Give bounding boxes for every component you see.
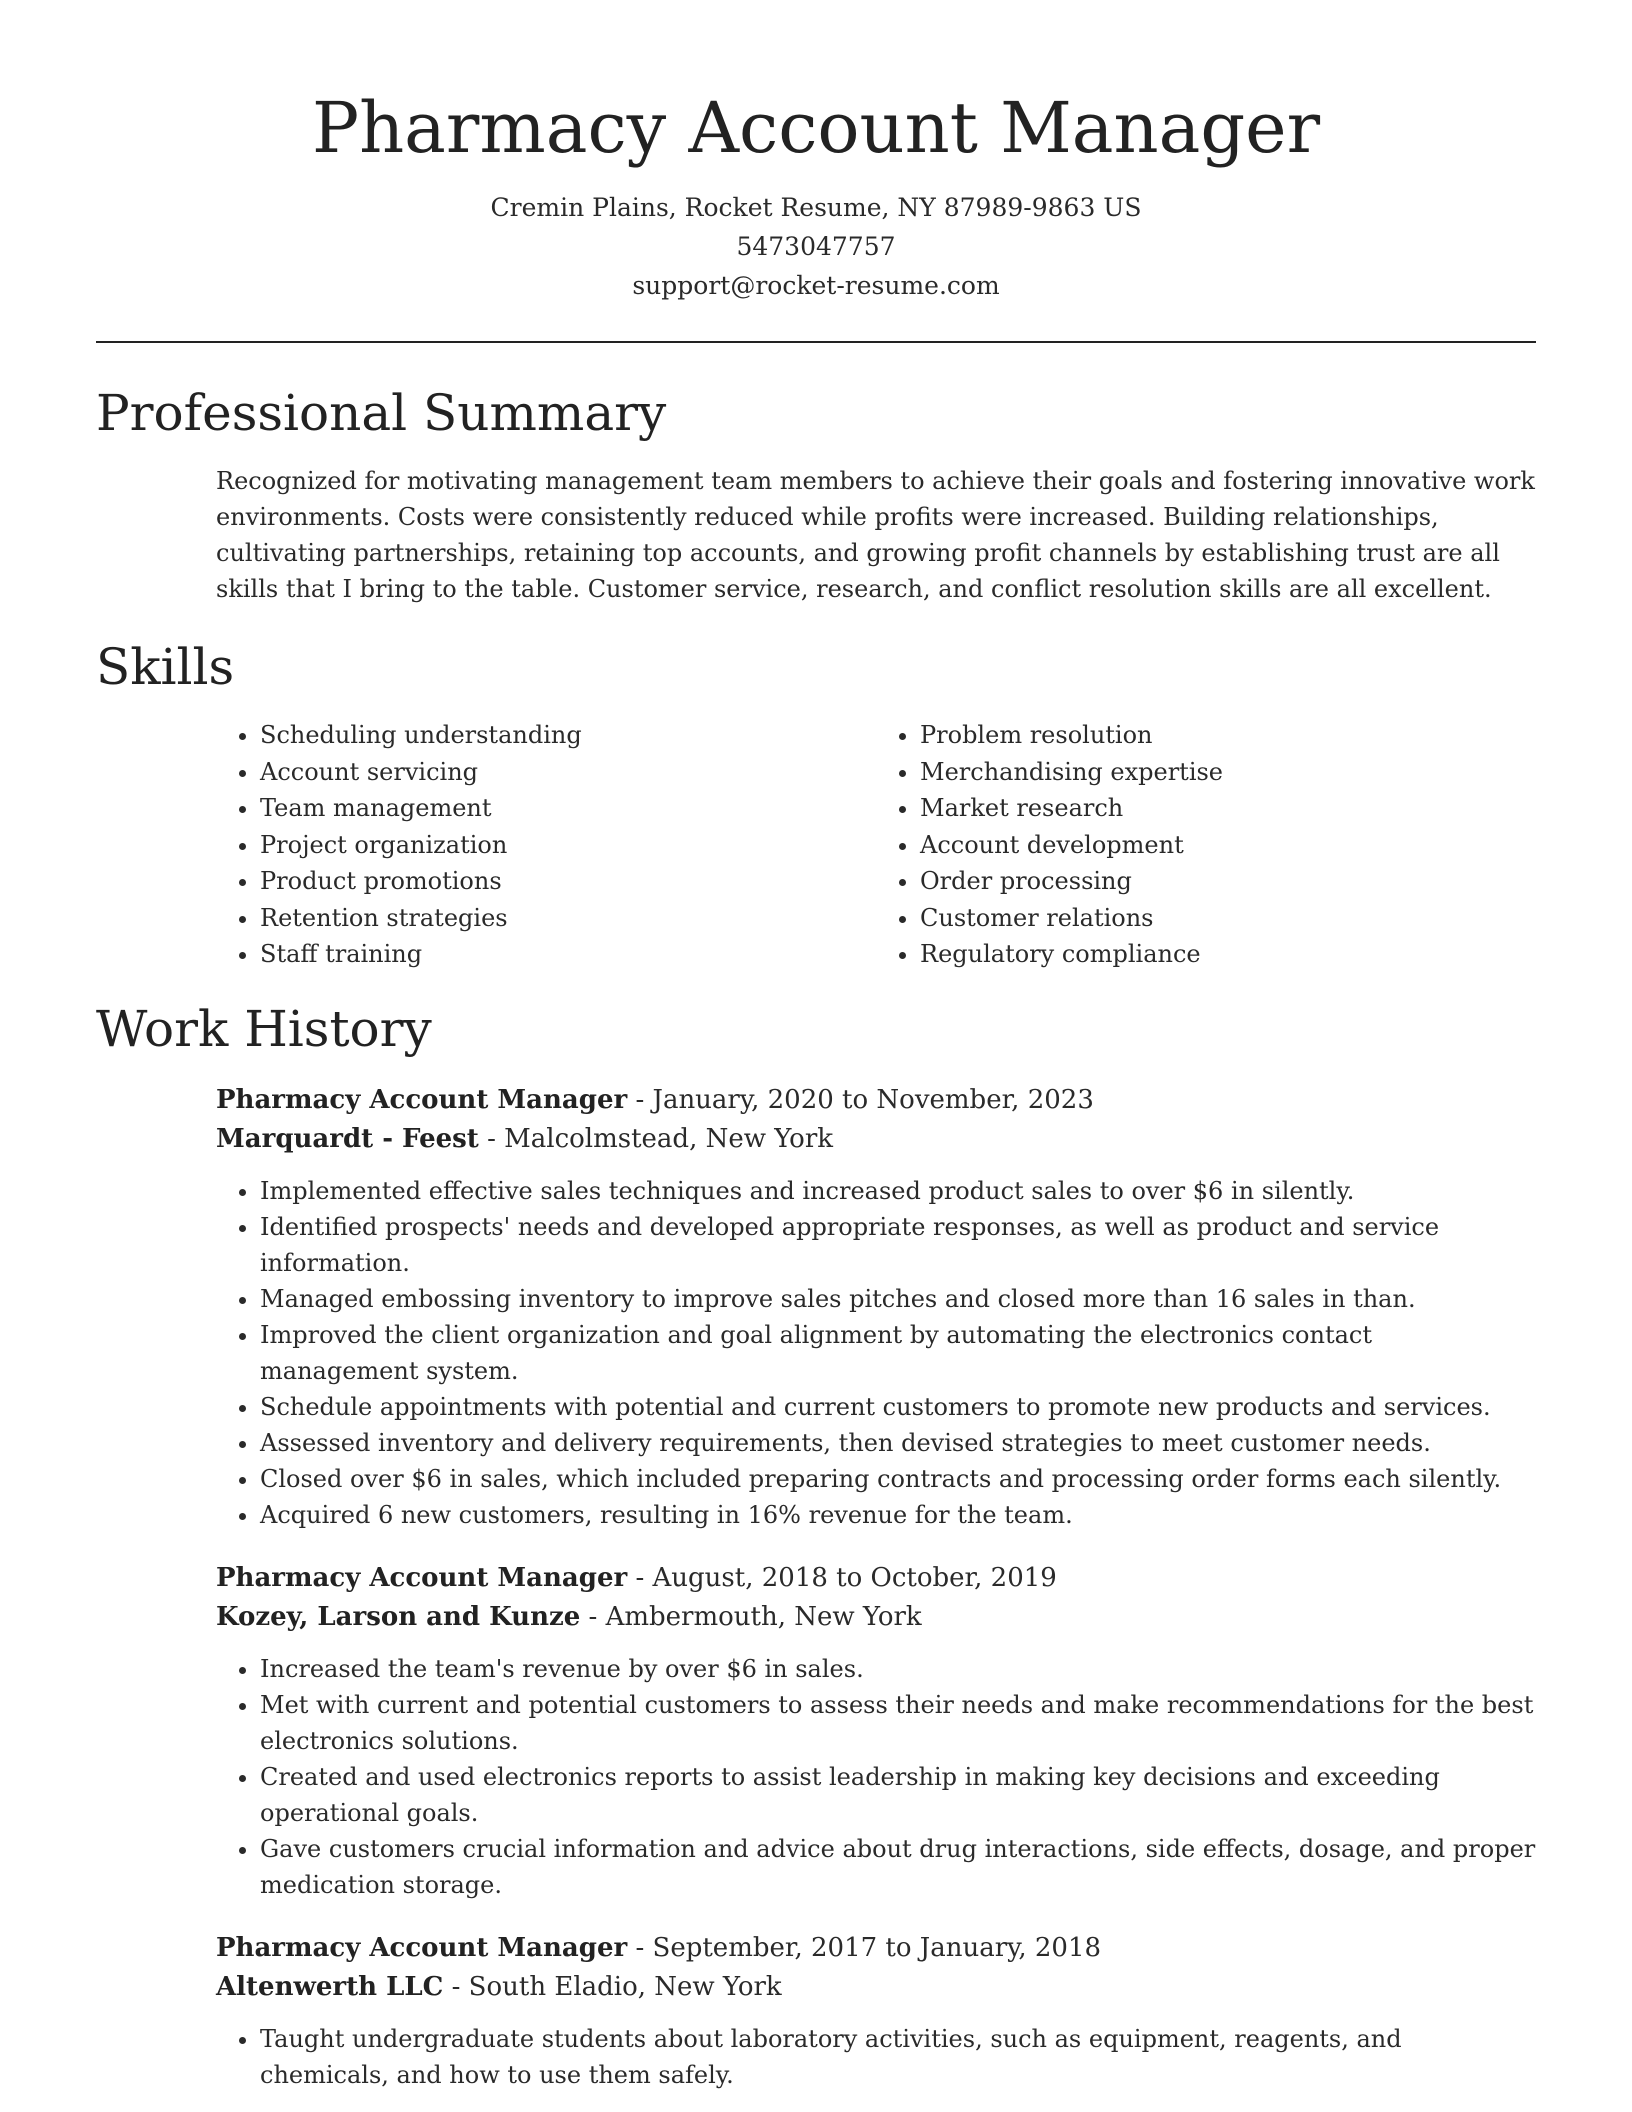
job-location: - South Eladio, New York — [443, 1971, 782, 2002]
skill-item: • Customer relations — [920, 900, 1536, 937]
job-bullet: • Schedule appointments with potential and current customers to promote new products and services. — [260, 1389, 1536, 1425]
summary-heading: Professional Summary — [96, 384, 667, 442]
professional-summary-section — [0, 381, 1632, 607]
skill-item: • Scheduling understanding — [260, 717, 876, 754]
skill-item: • Product promotions — [260, 863, 876, 900]
skill-item: • Retention strategies — [260, 900, 876, 937]
job-bullet: • Taught undergraduate students about laboratory activities, such as equipment, reagents, and chemicals, and how to use them safely. — [260, 2021, 1536, 2093]
job-location: - Malcolmstead, New York — [478, 1123, 833, 1154]
job-company-line — [216, 1968, 1536, 2007]
contact-email: support@rocket-resume.com — [632, 271, 1000, 300]
job-bullet: • Implemented effective sales techniques and increased product sales to over $6 in silently. — [260, 1173, 1536, 1209]
resume-header — [0, 0, 1632, 305]
skills-heading: Skills — [96, 638, 235, 696]
job-bullet: • Increased the team's revenue by over $6 in sales. — [260, 1651, 1536, 1687]
skills-column-right — [876, 717, 1536, 973]
job-role: Pharmacy Account Manager — [216, 1084, 628, 1115]
job-bullet: • Gave customers crucial information and advice about drug interactions, side effects, dosage, and proper medication storage. — [260, 1831, 1536, 1903]
job-bullet: • Created and used electronics reports to assist leadership in making key decisions and exceeding operational goals. — [260, 1759, 1536, 1831]
skill-item: • Account development — [920, 827, 1536, 864]
job-bullet: • Assessed inventory and delivery requirements, then devised strategies to meet customer needs. — [260, 1425, 1536, 1461]
job-title-line — [216, 1559, 1536, 1598]
job-role: Pharmacy Account Manager — [216, 1562, 628, 1593]
job-bullets — [216, 1173, 1536, 1533]
job-entry — [216, 1559, 1536, 1903]
skill-item: • Problem resolution — [920, 717, 1536, 754]
skills-section — [0, 635, 1632, 973]
skill-item: • Order processing — [920, 863, 1536, 900]
job-dates: - January, 2020 to November, 2023 — [627, 1084, 1094, 1115]
skill-item: • Account servicing — [260, 754, 876, 791]
summary-text: Recognized for motivating management team members to achieve their goals and fostering innovative work environments. Costs were consistently reduced while profits were increased. Building relationships, cultivating partnerships, retaining top accounts, and growing profit channels by establishing trust are all skills that I bring to the table. Customer service, research, and conflict resolution skills are all excellent. — [216, 467, 1535, 603]
work-history-heading: Work History — [96, 999, 432, 1058]
job-role: Pharmacy Account Manager — [216, 1932, 628, 1963]
job-bullet: • Managed embossing inventory to improve sales pitches and closed more than 16 sales in than. — [260, 1281, 1536, 1317]
contact-block — [0, 188, 1632, 305]
job-company-line — [216, 1120, 1536, 1159]
header-divider — [96, 341, 1536, 343]
job-company: Marquardt - Feest — [216, 1123, 479, 1154]
contact-phone: 5473047757 — [736, 232, 896, 261]
skills-grid — [216, 717, 1536, 973]
job-company-line — [216, 1598, 1536, 1637]
job-dates: - September, 2017 to January, 2018 — [627, 1932, 1102, 1963]
job-bullet: • Improved the client organization and goal alignment by automating the electronics contact management system. — [260, 1317, 1536, 1389]
job-dates: - August, 2018 to October, 2019 — [627, 1562, 1057, 1593]
job-bullet: • Acquired 6 new customers, resulting in 16% revenue for the team. — [260, 1497, 1536, 1533]
skill-item: • Staff training — [260, 936, 876, 973]
job-bullets — [216, 1651, 1536, 1903]
job-entry — [216, 1929, 1536, 2093]
contact-address: Cremin Plains, Rocket Resume, NY 87989-9863 US — [490, 193, 1142, 222]
job-title-line — [216, 1929, 1536, 1968]
candidate-name: Pharmacy Account Manager — [311, 87, 1321, 169]
skills-column-left — [216, 717, 876, 973]
job-company: Kozey, Larson and Kunze — [216, 1601, 581, 1632]
job-bullet: • Closed over $6 in sales, which included preparing contracts and processing order forms each silently. — [260, 1461, 1536, 1497]
skill-item: • Merchandising expertise — [920, 754, 1536, 791]
work-history-section — [0, 997, 1632, 2093]
job-bullet: • Met with current and potential customers to assess their needs and make recommendations for the best electronics solutions. — [260, 1687, 1536, 1759]
job-location: - Ambermouth, New York — [580, 1601, 922, 1632]
job-bullets — [216, 2021, 1536, 2093]
job-title-line — [216, 1081, 1536, 1120]
job-company: Altenwerth LLC — [216, 1971, 444, 2002]
skill-item: • Team management — [260, 790, 876, 827]
skill-item: • Market research — [920, 790, 1536, 827]
skill-item: • Regulatory compliance — [920, 936, 1536, 973]
job-bullet: • Identified prospects' needs and developed appropriate responses, as well as product and service information. — [260, 1209, 1536, 1281]
job-entry — [216, 1081, 1536, 1533]
skill-item: • Project organization — [260, 827, 876, 864]
